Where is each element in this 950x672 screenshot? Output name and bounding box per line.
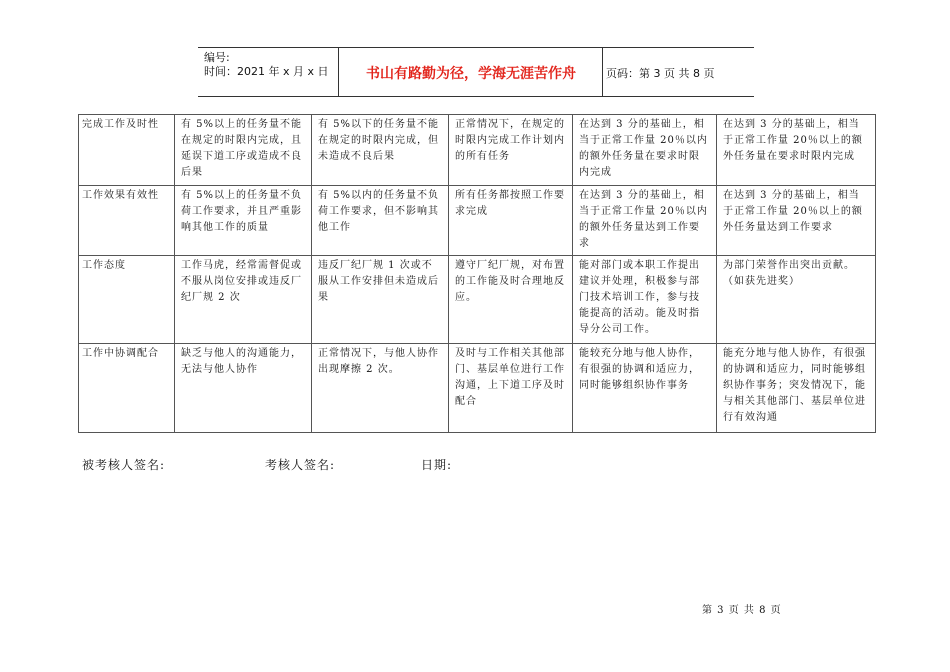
table-cell: 工作马虎，经常需督促或不服从岗位安排或违反厂纪厂规 2 次 xyxy=(175,256,312,344)
examiner-signature-label: 考核人签名: xyxy=(265,458,336,472)
date-signature-label: 日期: xyxy=(421,458,453,472)
header-divider xyxy=(602,48,603,96)
table-cell: 在达到 3 分的基础上，相当于正常工作量 20％以内的额外任务量达到工作要求 xyxy=(573,186,717,256)
header-page-info: 页码：第 3 页 共 8 页 xyxy=(606,67,715,80)
table-cell: 在达到 3 分的基础上，相当于正常工作量 20％以上的额外任务量达到工作要求 xyxy=(717,186,876,256)
serial-label: 编号: xyxy=(204,51,230,64)
table-row xyxy=(79,344,876,433)
table-cell: 在达到 3 分的基础上，相当于正常工作量 20％以内的额外任务量在要求时限内完成 xyxy=(573,115,717,186)
table-cell: 所有任务都按照工作要求完成 xyxy=(449,186,573,256)
table-cell: 及时与工作相关其他部门、基层单位进行工作沟通，上下道工序及时配合 xyxy=(449,344,573,433)
table-cell: 能充分地与他人协作，有很强的协调和适应力，同时能够组织协作事务；突发情况下，能与相关其他部门、基层单位进行有效沟通 xyxy=(717,344,876,433)
motto: 书山有路勤为径，学海无涯苦作舟 xyxy=(366,66,576,82)
table-cell: 有 5%以上的任务量不负荷工作要求，并且严重影响其他工作的质量 xyxy=(175,186,312,256)
table-cell: 正常情况下，与他人协作出现摩擦 2 次。 xyxy=(312,344,449,433)
criterion-name: 工作态度 xyxy=(79,256,175,344)
header-divider xyxy=(338,48,339,96)
evaluation-table xyxy=(78,114,876,433)
table-cell: 为部门荣誉作出突出贡献。（如获先进奖） xyxy=(717,256,876,344)
table-cell: 缺乏与他人的沟通能力，无法与他人协作 xyxy=(175,344,312,433)
table-cell: 能较充分地与他人协作，有很强的协调和适应力，同时能够组织协作事务 xyxy=(573,344,717,433)
table-cell: 遵守厂纪厂规，对布置的工作能及时合理地反应。 xyxy=(449,256,573,344)
table-cell: 违反厂纪厂规 1 次或不服从工作安排但未造成后果 xyxy=(312,256,449,344)
examinee-signature-label: 被考核人签名: xyxy=(82,458,166,472)
table-cell: 有 5%以下的任务量不能在规定的时限内完成，但未造成不良后果 xyxy=(312,115,449,186)
table-row xyxy=(79,115,876,186)
table-cell: 有 5%以内的任务量不负荷工作要求，但不影响其他工作 xyxy=(312,186,449,256)
criterion-name: 工作效果有效性 xyxy=(79,186,175,256)
table-cell: 在达到 3 分的基础上，相当于正常工作量 20％以上的额外任务量在要求时限内完成 xyxy=(717,115,876,186)
table-cell: 能对部门或本职工作提出建议并处理，积极参与部门技术培训工作，参与技能提高的活动。能及时指导分公司工作。 xyxy=(573,256,717,344)
date-label: 时间：2021 年 x 月 x 日 xyxy=(204,65,329,78)
table-cell: 有 5%以上的任务量不能在规定的时限内完成，且延误下道工序或造成不良后果 xyxy=(175,115,312,186)
page-footer: 第 3 页 共 8 页 xyxy=(702,605,782,616)
criterion-name: 工作中协调配合 xyxy=(79,344,175,433)
table-row xyxy=(79,186,876,256)
table-row xyxy=(79,256,876,344)
document-header xyxy=(198,47,754,97)
criterion-name: 完成工作及时性 xyxy=(79,115,175,186)
table-cell: 正常情况下，在规定的时限内完成工作计划内的所有任务 xyxy=(449,115,573,186)
